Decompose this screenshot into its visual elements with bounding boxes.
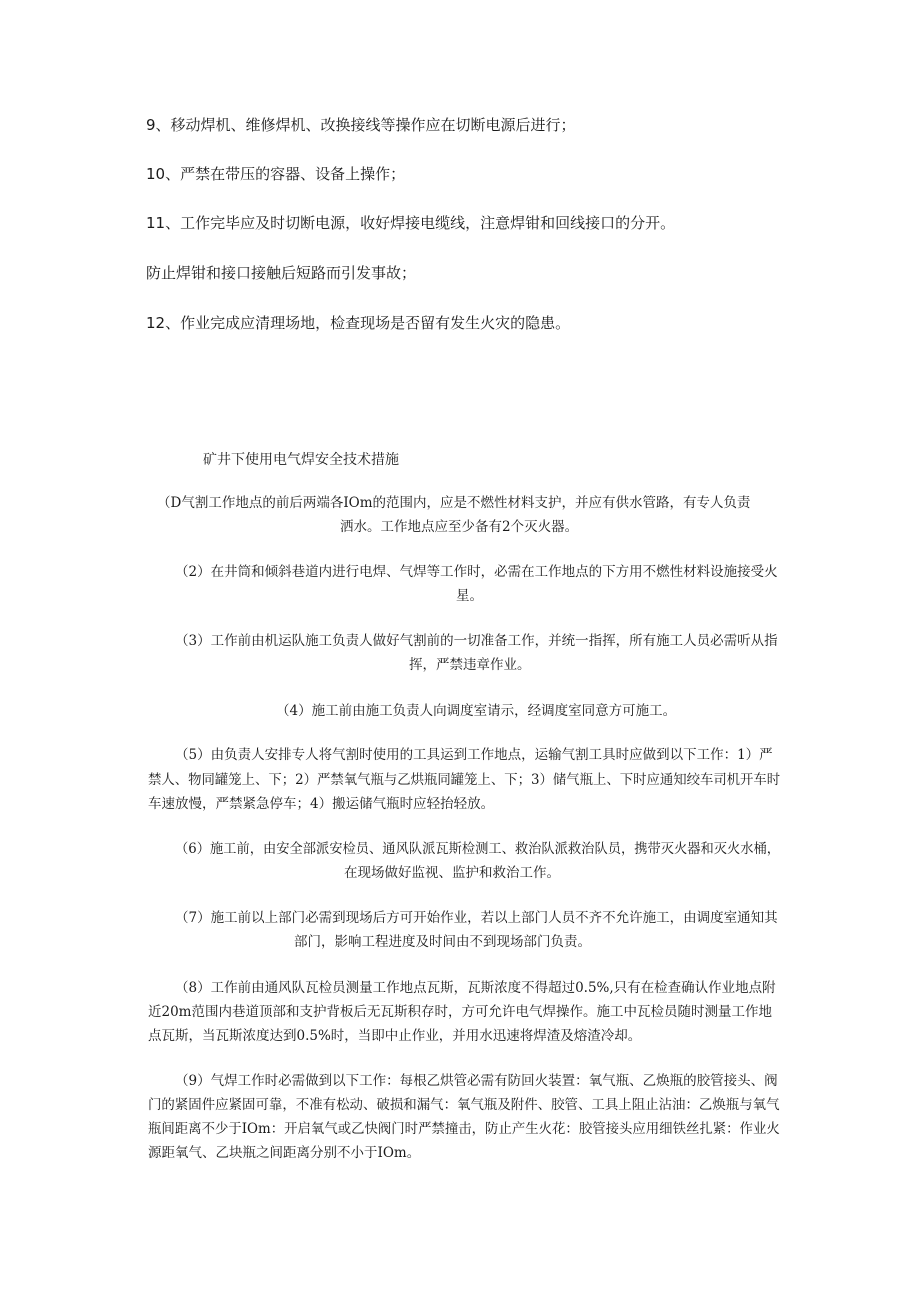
para-9-line-1: （9）气焊工作时必需做到以下工作：每根乙烘管必需有防回火装置：氧气瓶、乙焕瓶的胶管接头、阀 [175,1073,778,1089]
para-5-line-1: （5）由负责人安排专人将气割时使用的工具运到工作地点，运输气割工具时应做到以下工作：1）严 [175,747,773,763]
item-11-continued: 防止焊钳和接口接触后短路而引发事故； [146,264,417,282]
para-8-line-2: 近20m范围内巷道顶部和支护背板后无瓦斯积存时，方可允许电气焊操作。施工中瓦检员随时测量工作地 [148,1004,772,1020]
para-9-line-3: 瓶间距离不少于IOm：开启氧气或乙快阀门时严禁撞击，防止产生火花：胶管接头应用细铁丝扎紧：作业火 [148,1121,780,1137]
item-9: 9、移动焊机、维修焊机、改换接线等操作应在切断电源后进行； [146,116,576,134]
para-3-line-2: 挥，严禁违章作业。 [409,657,531,673]
section-title: 矿井下使用电气焊安全技术措施 [203,452,399,468]
para-6-line-2: 在现场做好监视、监护和救治工作。 [344,865,560,881]
para-6-line-1: （6）施工前，由安全部派安检员、通风队派瓦斯检测工、救治队派救治队员，携带灭火器和灭火水桶， [175,841,781,857]
para-1-line-2: 洒水。工作地点应至少备有2个灭火器。 [340,519,579,535]
para-9-line-2: 门的紧固件应紧固可靠，不准有松动、破损和漏气：氧气瓶及附件、胶管、工具上阻止沾油：乙焕瓶与氧气 [148,1097,780,1113]
item-11: 11、工作完毕应及时切断电源，收好焊接电缆线，注意焊钳和回线接口的分开。 [146,214,676,232]
para-4: （4）施工前由施工负责人向调度室请示，经调度室同意方可施工。 [276,703,677,719]
para-7-line-2: 部门，影响工程进度及时间由不到现场部门负责。 [294,934,591,950]
para-5-line-3: 车速放慢，严禁紧急停车；4）搬运储气瓶时应轻抬轻放。 [148,796,495,812]
para-7-line-1: （7）施工前以上部门必需到现场后方可开始作业，若以上部门人员不齐不允许施工，由调度室通知其 [175,910,778,926]
para-5-line-2: 禁人、物同罐笼上、下；2）严禁氧气瓶与乙烘瓶同罐笼上、下；3）储气瓶上、下时应通知绞车司机开车时 [148,772,781,788]
para-3-line-1: （3）工作前由机运队施工负责人做好气割前的一切准备工作，并统一指挥，所有施工人员必需听从指 [175,633,778,649]
item-12: 12、作业完成应清理场地，检查现场是否留有发生火灾的隐患。 [146,314,571,332]
para-2-line-1: （2）在井筒和倾斜巷道内进行电焊、气焊等工作时，必需在工作地点的下方用不燃性材料设施接受火 [175,564,778,580]
para-2-line-2: 星。 [456,588,483,604]
para-9-line-4: 源距氧气、乙块瓶之间距离分别不小于IOm。 [148,1145,421,1161]
para-1-line-1: （D气割工作地点的前后两端各IOm的范围内，应是不燃性材料支护，并应有供水管路，有专人负责 [157,495,751,511]
item-10: 10、严禁在带压的容器、设备上操作； [146,165,406,183]
para-8-line-3: 点瓦斯，当瓦斯浓度达到0.5%时，当即中止作业，并用水迅速将焊渣及熔渣冷却。 [148,1028,642,1044]
para-8-line-1: （8）工作前由通风队瓦检员测量工作地点瓦斯，瓦斯浓度不得超过0.5%,只有在检查确认作业地点附 [175,980,776,996]
